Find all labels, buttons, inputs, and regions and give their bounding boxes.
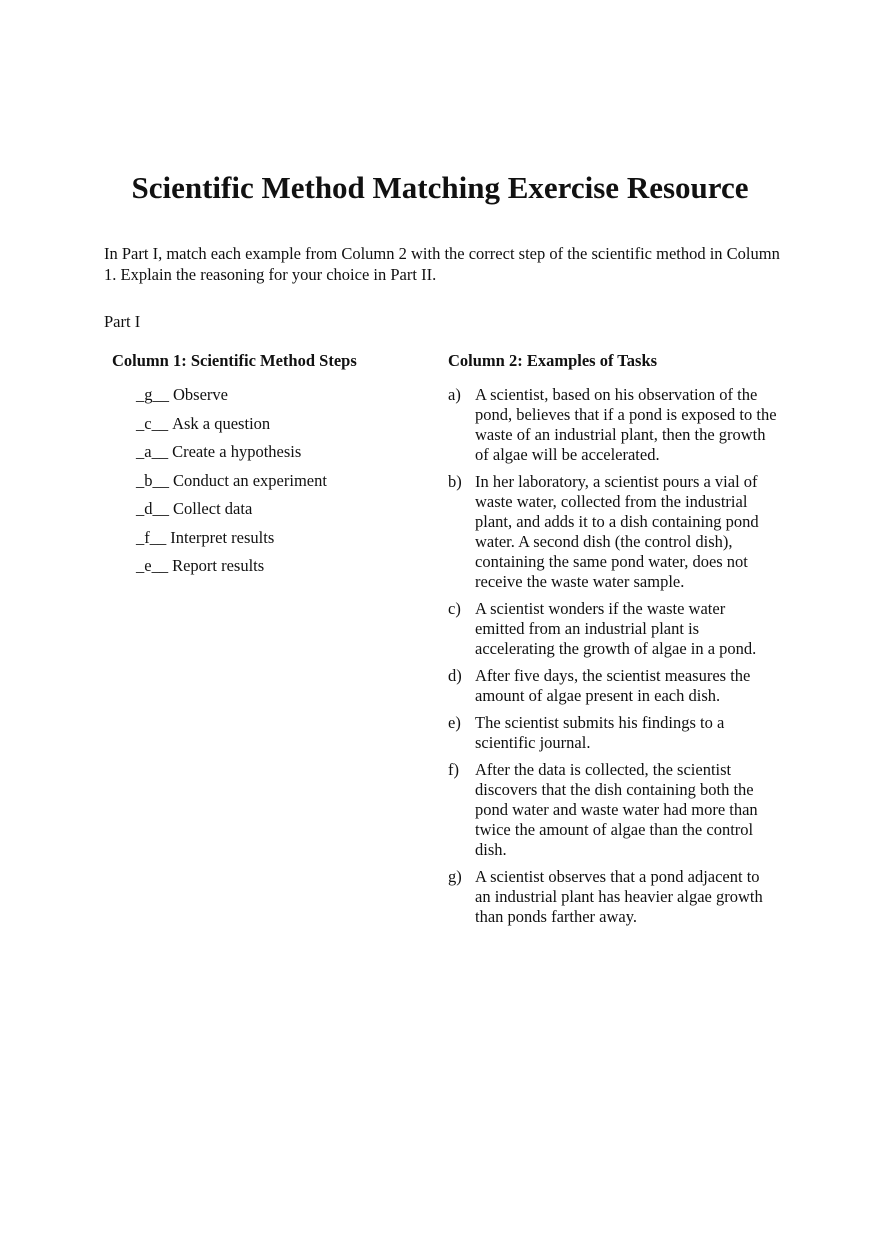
task-item bbox=[448, 666, 778, 706]
step-answer: _b__ bbox=[136, 470, 169, 490]
step-answer: _c__ bbox=[136, 413, 169, 433]
column1-header: Column 1: Scientific Method Steps bbox=[112, 351, 357, 370]
step-item bbox=[136, 413, 327, 442]
task-text: After five days, the scientist measures the amount of algae present in each dish. bbox=[475, 666, 751, 705]
task-letter: f) bbox=[448, 760, 459, 779]
steps-list bbox=[136, 384, 327, 584]
task-item bbox=[448, 472, 778, 592]
task-text: A scientist observes that a pond adjacent to an industrial plant has heavier algae growth than ponds farther away. bbox=[475, 867, 763, 926]
task-letter: b) bbox=[448, 472, 462, 491]
step-item bbox=[136, 470, 327, 499]
column2-header: Column 2: Examples of Tasks bbox=[448, 351, 658, 370]
step-label: Conduct an experiment bbox=[173, 470, 327, 490]
step-answer: _g__ bbox=[136, 385, 169, 404]
step-label: Report results bbox=[172, 556, 265, 575]
step-label: Create a hypothesis bbox=[172, 442, 302, 461]
task-letter: c) bbox=[448, 599, 461, 618]
task-letter: d) bbox=[448, 666, 462, 685]
step-answer: _f__ bbox=[136, 527, 167, 547]
page-title: Scientific Method Matching Exercise Resource bbox=[131, 170, 749, 205]
step-label: Collect data bbox=[173, 499, 253, 518]
task-text: The scientist submits his findings to a scientific journal. bbox=[475, 713, 725, 752]
step-label: Observe bbox=[173, 385, 228, 404]
step-answer: _a__ bbox=[136, 442, 169, 461]
step-label: Ask a question bbox=[172, 413, 271, 433]
task-item bbox=[448, 713, 778, 753]
task-item bbox=[448, 385, 778, 465]
part-label: Part I bbox=[104, 312, 141, 331]
task-text: After the data is collected, the scientist discovers that the dish containing both the pond water and waste water had more than twice the amount of algae than the control dish. bbox=[475, 760, 758, 859]
task-text: A scientist wonders if the waste water emitted from an industrial plant is accelerating the growth of algae in a pond. bbox=[475, 599, 757, 658]
task-item bbox=[448, 867, 778, 927]
instructions: In Part I, match each example from Column 2 with the correct step of the scientific method in Column 1. Explain the reasoning for your choice in Part II. bbox=[104, 244, 780, 284]
task-text: In her laboratory, a scientist pours a vial of waste water, collected from the industrial plant, and adds it to a dish containing pond water. A second dish (the control dish), containing the same pond water, does not receive the waste water sample. bbox=[475, 472, 759, 591]
task-item bbox=[448, 599, 778, 659]
task-letter: g) bbox=[448, 867, 462, 886]
step-label: Interpret results bbox=[170, 527, 275, 547]
step-answer: _d__ bbox=[136, 499, 169, 518]
task-letter: a) bbox=[448, 385, 461, 404]
step-item bbox=[136, 441, 327, 470]
step-answer: _e__ bbox=[136, 556, 169, 575]
step-item bbox=[136, 498, 327, 527]
task-item bbox=[448, 760, 778, 860]
task-letter: e) bbox=[448, 713, 461, 732]
step-item bbox=[136, 384, 327, 413]
step-item bbox=[136, 527, 327, 556]
step-item bbox=[136, 555, 327, 584]
tasks-list bbox=[448, 385, 778, 934]
task-text: A scientist, based on his observation of the pond, believes that if a pond is exposed to the waste of an industrial plant, then the growth of algae will be accelerated. bbox=[475, 385, 777, 464]
